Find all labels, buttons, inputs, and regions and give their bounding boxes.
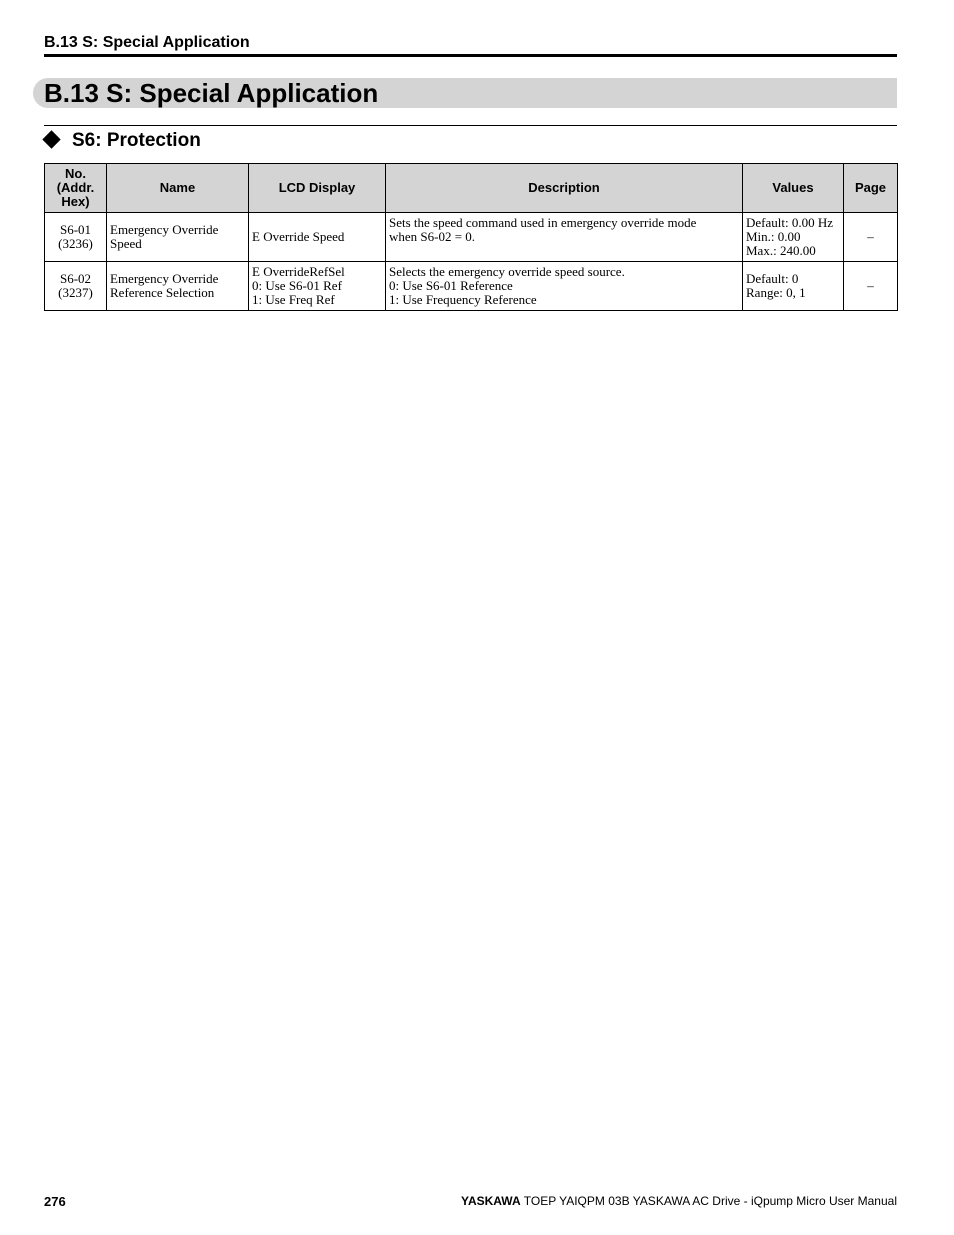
- header-no-line: Hex): [61, 194, 90, 209]
- diamond-bullet-icon: [42, 130, 60, 148]
- section-title: S6: Protection: [72, 130, 201, 151]
- cell-lcd: [249, 262, 386, 311]
- lcd-line: 0: Use S6-01 Ref: [252, 278, 342, 293]
- table-row: [45, 262, 898, 311]
- name-line: Speed: [110, 236, 142, 251]
- name-line: Reference Selection: [110, 285, 215, 300]
- description-line: Sets the speed command used in emergency override mode: [389, 215, 697, 230]
- description-line: when S6-02 = 0.: [389, 229, 476, 244]
- header-description: Description: [386, 164, 743, 213]
- cell-description: [386, 213, 743, 262]
- description-line: Selects the emergency override speed source.: [389, 264, 625, 279]
- cell-page: –: [844, 262, 898, 311]
- header-lcd-display: LCD Display: [249, 164, 386, 213]
- param-number: S6-02: [59, 271, 92, 286]
- description-line: 1: Use Frequency Reference: [389, 292, 537, 307]
- param-address: (3236): [58, 236, 93, 251]
- header-rule: [44, 54, 897, 57]
- cell-values: [743, 213, 844, 262]
- cell-description: [386, 262, 743, 311]
- values-line: Default: 0: [746, 271, 799, 286]
- header-no: [45, 164, 107, 213]
- values-line: Range: 0, 1: [746, 285, 806, 300]
- param-number: S6-01: [59, 222, 92, 237]
- page-number: 276: [44, 1194, 66, 1209]
- header-page: Page: [844, 164, 898, 213]
- cell-name: [107, 262, 249, 311]
- table-header-row: [45, 164, 898, 213]
- cell-values: [743, 262, 844, 311]
- lcd-line: E OverrideRefSel: [252, 264, 345, 279]
- description-line: 0: Use S6-01 Reference: [389, 278, 513, 293]
- page-title: B.13 S: Special Application: [44, 78, 379, 108]
- brand-name: YASKAWA: [461, 1194, 521, 1208]
- description-spacer: [389, 244, 739, 258]
- header-no-line: No.: [65, 166, 86, 181]
- manual-title: [461, 1194, 897, 1208]
- header-name: Name: [107, 164, 249, 213]
- lcd-line: 1: Use Freq Ref: [252, 292, 335, 307]
- lcd-line: E Override Speed: [252, 229, 345, 244]
- cell-no: [45, 262, 107, 311]
- values-line: Default: 0.00 Hz: [746, 215, 834, 230]
- running-head: B.13 S: Special Application: [44, 34, 250, 51]
- cell-lcd: [249, 213, 386, 262]
- parameter-table: [44, 163, 898, 311]
- header-values: Values: [743, 164, 844, 213]
- cell-no: [45, 213, 107, 262]
- name-line: Emergency Override: [110, 271, 219, 286]
- cell-name: [107, 213, 249, 262]
- manual-name: TOEP YAIQPM 03B YASKAWA AC Drive - iQpump Micro User Manual: [523, 1194, 897, 1208]
- section-rule: [44, 125, 897, 126]
- param-address: (3237): [58, 285, 93, 300]
- header-no-line: (Addr.: [56, 180, 95, 195]
- cell-page: –: [844, 213, 898, 262]
- values-line: Max.: 240.00: [746, 243, 816, 258]
- name-line: Emergency Override: [110, 222, 219, 237]
- values-line: Min.: 0.00: [746, 229, 801, 244]
- table-row: [45, 213, 898, 262]
